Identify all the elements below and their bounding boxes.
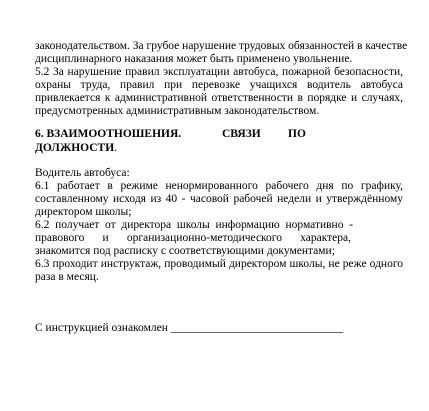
- section-heading-dot: .: [114, 142, 118, 154]
- signature-line: С инструкцией ознакомлен ______________________________: [35, 322, 344, 334]
- paragraph-line: составленному исходя из 40 - часовой рабочей недели и утверждённому: [35, 193, 403, 205]
- paragraph-line: законодательством. За грубое нарушение трудовых обязанностей в качестве: [35, 40, 408, 52]
- paragraph-line: дисциплинарного наказания может быть применено увольнение.: [35, 53, 353, 65]
- paragraph-line: привлекается к административной ответственности в порядке и случаях,: [35, 92, 403, 104]
- section-intro: Водитель автобуса:: [35, 167, 130, 179]
- paragraph-line: 6.3 проходит инструктаж, проводимый директором школы, не реже одного: [35, 258, 403, 270]
- paragraph-line: раза в месяц.: [35, 271, 99, 283]
- paragraph-line: правового и организационно-методического характера,: [35, 232, 351, 244]
- paragraph-line: знакомится под расписку с соответствующими документами;: [35, 245, 335, 257]
- section-heading-text: ДОЛЖНОСТИ: [35, 142, 115, 154]
- section-heading-part: ПО: [288, 128, 306, 140]
- paragraph-line: охраны труда, правил при перевозке учащихся водитель автобуса: [35, 79, 403, 91]
- paragraph-line: 6.1 работает в режиме ненормированного рабочего дня по графику,: [35, 180, 403, 192]
- paragraph-line: директором школы;: [35, 206, 132, 218]
- section-heading-part: 6. ВЗАИМООТНОШЕНИЯ.: [35, 128, 182, 140]
- paragraph-line: предусмотренных административным законодательством.: [35, 105, 320, 117]
- paragraph-line: 6.2 получает от директора школы информацию нормативно -: [35, 219, 353, 231]
- paragraph-line: 5.2 За нарушение правил эксплуатации автобуса, пожарной безопасности,: [35, 66, 403, 78]
- section-heading: [35, 141, 117, 155]
- section-heading-part: СВЯЗИ: [222, 128, 261, 140]
